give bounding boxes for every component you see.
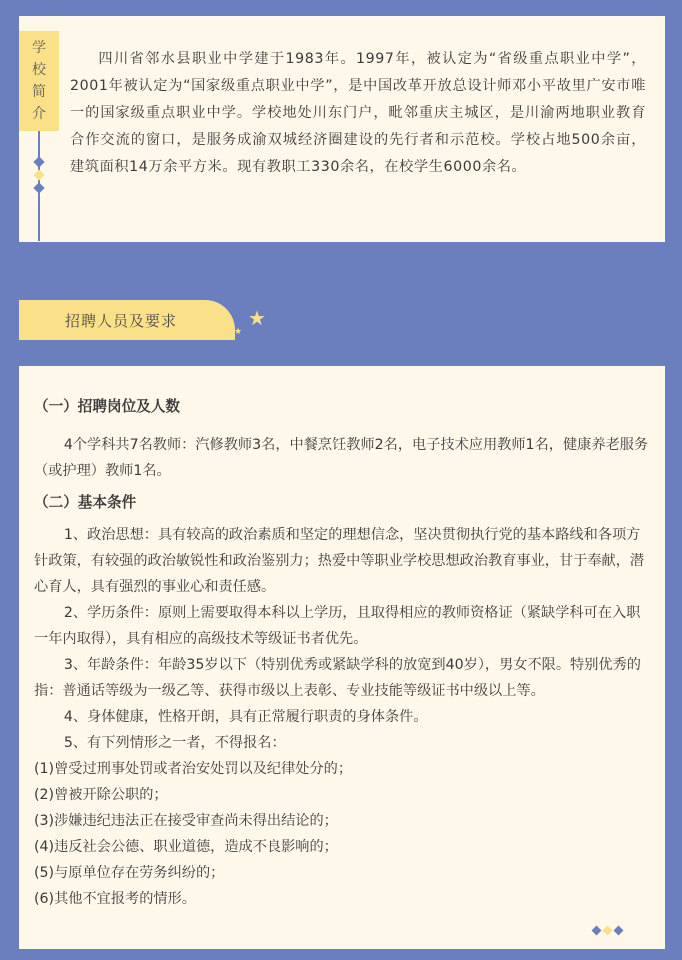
positions-text: 4个学科共7名教师：汽修教师3名，中餐烹饪教师2名，电子技术应用教师1名，健康养老服务（或护理）教师1名。 — [34, 437, 649, 479]
exclusion-item: (3)涉嫌违纪违法正在接受审查尚未得出结论的； — [34, 813, 338, 829]
section-heading: （一）招聘岗位及人数 — [34, 398, 180, 415]
star-icon: ★ — [234, 327, 243, 337]
decorative-dots — [593, 927, 622, 934]
condition-item: 3、年龄条件：年龄35岁以下（特别优秀或紧缺学科的放宽到40岁），男女不限。特别优秀的指：普通话等级为一级乙等、获得市级以上表彰、专业技能等级证书中级以上等。 — [34, 657, 641, 699]
section-banner — [19, 300, 235, 340]
school-intro-text: 四川省邻水县职业中学建于1983年。1997年，被认定为“省级重点职业中学”，2001年被认定为“国家级重点职业中学”，是中国改革开放总设计师邓小平故里广安市唯一的国家级重点职业中学。学校地处川东门户，毗邻重庆主城区，是川渝两地职业教育合作交流的窗口，是服务成渝双城经济圈建设的先行者和示范校。学校占地500余亩，建筑面积14万余平方米。现有教职工330余名，在校学生6000余名。 — [70, 51, 646, 175]
intro-tab — [19, 31, 59, 131]
condition-item: 1、政治思想：具有较高的政治素质和坚定的理想信念，坚决贯彻执行党的基本路线和各项方针政策，有较强的政治敏锐性和政治鉴别力；热爱中等职业学校思想政治教育事业，甘于奉献，潜心育人，具有强烈的事业心和责任感。 — [34, 527, 645, 595]
exclusion-item: (2)曾被开除公职的； — [34, 787, 168, 803]
condition-item: 4、身体健康，性格开朗，具有正常履行职责的身体条件。 — [63, 709, 428, 725]
exclusion-item: (6)其他不宜报考的情形。 — [34, 891, 196, 907]
section-heading: （二）基本条件 — [34, 494, 137, 511]
diamond-icon — [592, 926, 602, 936]
diamond-icon — [603, 926, 613, 936]
exclusion-item: (5)与原单位存在劳务纠纷的； — [34, 865, 225, 881]
exclusion-item: (1)曾受过刑事处罚或者治安处罚以及纪律处分的； — [34, 761, 353, 777]
intro-tab-char: 学 — [32, 40, 46, 56]
condition-item: 5、有下列情形之一者，不得报名： — [63, 735, 286, 751]
banner-title: 招聘人员及要求 — [65, 311, 178, 330]
star-icon: ★ — [248, 306, 266, 330]
diamond-icon — [614, 926, 624, 936]
exclusion-item: (4)违反社会公德、职业道德，造成不良影响的； — [34, 839, 338, 855]
intro-tab-char: 介 — [32, 106, 46, 122]
intro-tab-char: 简 — [32, 84, 46, 100]
condition-item: 2、学历条件：原则上需要取得本科以上学历，且取得相应的教师资格证（紧缺学科可在入职一年内取得），具有相应的高级技术等级证书者优先。 — [34, 605, 641, 647]
intro-tab-char: 校 — [32, 62, 46, 78]
requirements-content — [34, 394, 652, 912]
